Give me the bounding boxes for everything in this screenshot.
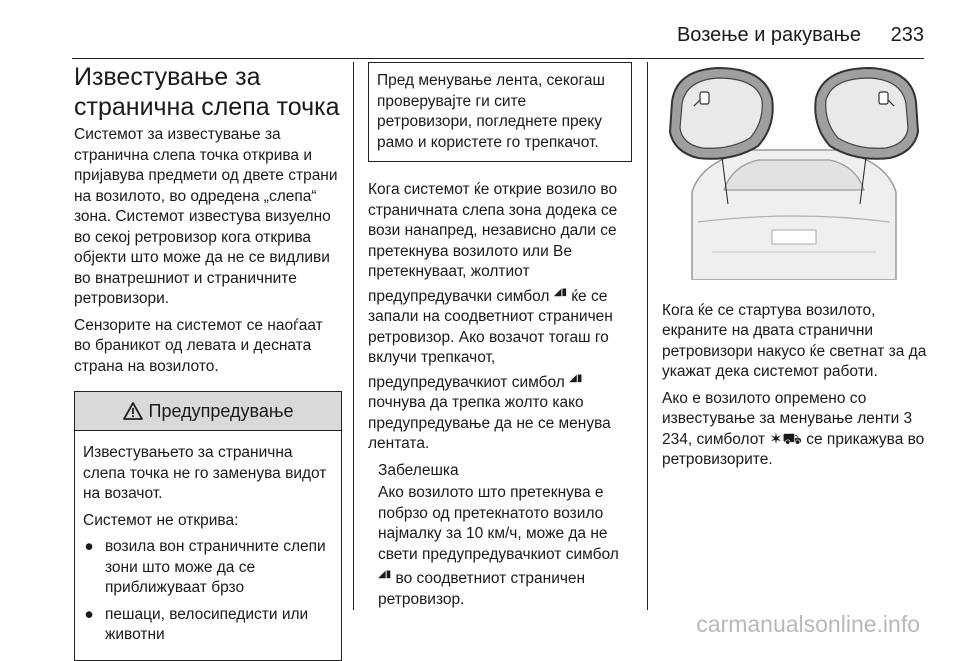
warning-text: Известувањето за странична слепа точка не го заменува видот на возачот. bbox=[83, 444, 327, 502]
sensor-paragraph: Сензорите на системот се наоѓаат во браникот од левата и десната страна на возилото. bbox=[74, 316, 323, 375]
note-title: Забелешка bbox=[378, 461, 459, 479]
note-text: Ако возилото што претекнува е побрзо од претекнатото возило најмалку за 10 км/ч, може да не свети предупредувачкиот симбол ◢▮ во соодветниот страничен ретровизор. bbox=[378, 484, 619, 608]
watermark: carmanualsonline.info bbox=[696, 611, 920, 637]
warning-title: Предупредување bbox=[148, 400, 294, 421]
blind-spot-warning-icon: ◢▮ bbox=[553, 286, 567, 298]
detection-paragraph: Кога системот ќе открие возило во страничната слепа зона додека се вози нанапред, независно дали се претекнува возилото или Ве претекнуваат, жолтиот предупредувачки симбол ◢▮ ќе се запали на соодветниот страничен ретровизор. Ако возачот тогаш го вклучи трепкачот, предупредувачкиот симбол ◢▮ почнува да трепка жолто како предупредување да не се менува лентата. bbox=[368, 181, 618, 453]
column-1 bbox=[74, 62, 342, 661]
warning-triangle-icon bbox=[123, 402, 143, 420]
warning-header bbox=[75, 392, 341, 431]
section-heading: Известување за странична слепа точка bbox=[74, 63, 340, 121]
page-number: 233 bbox=[890, 24, 924, 46]
warning-box bbox=[74, 391, 342, 661]
lane-change-car-icon: ✶⛟ bbox=[769, 430, 802, 448]
blind-spot-warning-icon: ◢▮ bbox=[378, 569, 392, 581]
mirrors-illustration bbox=[662, 62, 926, 280]
list-item: ● пешаци, велосипедисти или животни bbox=[84, 605, 309, 643]
intro-paragraph: Системот за известување за странична слепа точка открива и пријавува предмети од двете страни на возилото, во одредена „слепа“ зона. Системот известува визуелно во секој ретровизор кога открива објекти што може да не се видливи во внатрешниот и страничните ретровизори. bbox=[74, 126, 338, 307]
column-3 bbox=[662, 62, 928, 477]
column-2 bbox=[368, 62, 632, 616]
note-block bbox=[378, 461, 632, 611]
list-item: ● возила вон страничните слепи зони што може да се приближуваат брзо bbox=[84, 538, 326, 596]
column-divider-1 bbox=[353, 62, 354, 610]
column-divider-2 bbox=[647, 62, 648, 610]
section-title: Возење и ракување bbox=[676, 24, 862, 46]
warning-text-2: Системот не открива: bbox=[83, 511, 239, 529]
blind-spot-warning-icon: ◢▮ bbox=[569, 372, 583, 384]
startup-paragraph: Кога ќе се стартува возилото, екраните на двата странични ретровизори накусо ќе светнат за да укажат дека системот работи. bbox=[662, 301, 927, 380]
page-reference: 3 234, симболот bbox=[662, 410, 913, 448]
page-header bbox=[72, 24, 924, 59]
lane-change-paragraph: Ако е возилото опремено со известување за менување ленти 3 234, симболот ✶⛟ се прикажува во ретровизорите. bbox=[662, 389, 925, 468]
caution-box: Пред менување лента, секогаш проверувајте ги сите ретровизори, погледнете преку рамо и користете го трепкачот. bbox=[368, 62, 632, 162]
